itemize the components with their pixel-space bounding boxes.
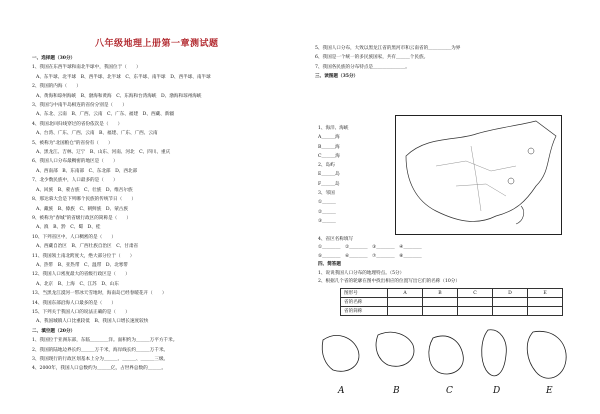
left-question-line: 1、我国在东西半球和南北半球中，我国位于（ ）: [32, 65, 141, 71]
map-label: B＿＿＿海: [318, 144, 340, 150]
map-label: C＿＿＿海: [318, 153, 340, 159]
shape-label: D: [493, 386, 501, 396]
left-question-line: 14、我国东部沿海人口最多的是（ ）: [32, 300, 116, 306]
left-question-line: 2、我国的内海（ ）: [32, 84, 81, 90]
left-question-line: A、东北、云南 B、广西、云南 C、广东、福建 D、西藏、新疆: [36, 112, 174, 118]
table-cell: [388, 307, 423, 316]
left-question-line: 8、那达慕大会是下列哪个民族的传统节日（ ）: [32, 197, 136, 203]
left-question-line: 4、2000年，我国人口总数约为＿＿＿亿，占世界总数的＿＿＿。: [32, 366, 167, 372]
right-list-line: 四、简答题: [318, 262, 341, 268]
province-shapes: [318, 320, 590, 410]
table-cell: 省的名称: [341, 298, 388, 307]
left-question-line: A、藏族 B、傣族 C、朝鲜族 D、蒙古族: [36, 206, 128, 212]
map-label: 3、邻国: [318, 191, 335, 197]
table-cell: A: [388, 289, 423, 298]
right-list-line: 4、省区名称填写: [318, 237, 354, 242]
left-question-line: A、热带 B、亚热带 C、温带 D、北寒带: [36, 262, 128, 268]
left-question-line: A、回族 B、蒙古族 C、壮族 D、维吾尔族: [36, 187, 133, 193]
left-question-line: A、东半球、北半球 B、西半球、北半球 C、东半球、南半球 D、西半球、南半球: [36, 74, 211, 80]
left-question-line: 9、被称为"春城"的省级行政区的简称是（ ）: [32, 215, 132, 221]
table-cell: [458, 298, 493, 307]
left-question-line: A、北京 B、上海 C、江苏 D、山东: [36, 281, 119, 287]
left-question-line: A、黄海和琼州海峡 B、渤海和黄海 C、东海和台湾海峡 D、渤海和琼州海峡: [36, 93, 202, 99]
map-label: 1、海洋、海峡: [318, 126, 349, 131]
map-label: ①＿＿＿: [318, 200, 336, 206]
table-cell: [528, 307, 563, 316]
shape-label: C: [446, 386, 453, 396]
table-row: [341, 298, 563, 307]
right-top-column: [315, 44, 585, 82]
right-question-line: 5、我国人口分布，大致以黑龙江省的黑河市和云南省的＿＿＿＿＿为界: [315, 46, 461, 51]
right-question-line: 6、我国是一个统一的多民族国家，共有＿＿＿个民族。: [315, 55, 429, 61]
right-list-line: 1、说说我国人口分布的地理特点。（5分）: [318, 270, 405, 276]
table-cell: C: [458, 289, 493, 298]
map-labels: [318, 124, 349, 226]
left-question-line: 2、我国的陆地边界长约＿＿＿万千米，海岸线长约＿＿＿万千米。: [32, 347, 169, 353]
map-label: F＿＿＿岛: [318, 181, 340, 187]
left-question-line: 15、下列关于我国人口的说法正确的是（ ）: [32, 309, 130, 315]
table-cell: B: [423, 289, 458, 298]
table-row: [341, 289, 563, 298]
left-question-line: 3、我国与中南半岛相连的省份分别是（ ）: [32, 103, 127, 109]
left-question-line: 二、填空题（20分）: [32, 328, 76, 334]
left-question-line: 4、我国北回归线穿过的省份依次是（ ）: [32, 121, 123, 127]
page-title: 八年级地理上册第一章测试题: [95, 39, 219, 49]
table-cell: 省的简称: [341, 307, 388, 316]
left-question-line: 1、我国位于亚洲东部，东临＿＿＿＿洋。面积约为＿＿＿万平方千米。: [32, 338, 178, 344]
left-question-line: A、滇 B、黔 C、蜀 D、桂: [36, 225, 101, 231]
china-map: [395, 115, 562, 235]
table-cell: E: [528, 289, 563, 298]
table-cell: 图形号: [341, 289, 388, 298]
table-cell: [423, 307, 458, 316]
right-question-line: 7、我国各民族的分布特点是＿＿＿＿＿＿＿。: [315, 64, 410, 70]
table-cell: [388, 298, 423, 307]
right-question-line: 三、读图题（35分）: [315, 74, 359, 80]
table-cell: [493, 298, 528, 307]
left-question-line: A、西南部 B、东南部 C、东北部 D、西北部: [36, 168, 138, 174]
left-question-line: 3、我国现行的行政区划基本上分为＿＿＿、＿＿＿、＿＿＿三级。: [32, 357, 169, 362]
table-cell: [493, 307, 528, 316]
left-question-line: A、黑龙江、吉林、辽宁 B、山东、河南、河北 C、四川、重庆: [36, 150, 171, 156]
map-label: 2、岛屿: [318, 163, 335, 169]
shape-label: E: [546, 386, 553, 396]
map-label: ②＿＿＿: [318, 209, 336, 215]
left-question-line: 13、当黑龙江漠河一带冰天雪地时，海南岛已经春暖花开（ ）: [32, 291, 167, 297]
left-column: [32, 54, 302, 374]
left-question-line: A、西藏自治区 B、广西壮族自治区 C、甘肃省: [36, 244, 139, 250]
left-question-line: 12、我国人口密度最大的省级行政区是（ ）: [32, 272, 130, 278]
map-label: A＿＿＿海: [318, 135, 340, 141]
right-list-line: ①＿＿＿＿ ②＿＿＿＿ ③＿＿＿＿ ④＿＿＿＿: [318, 245, 422, 251]
table-cell: [423, 298, 458, 307]
map-label: E＿＿＿岛: [318, 172, 340, 178]
left-question-line: 5、被称为"北国粮仓"的省份有（ ）: [32, 140, 113, 146]
left-question-line: 7、北少数民族中，人口最多的是（ ）: [32, 178, 118, 184]
table-cell: D: [493, 289, 528, 298]
left-question-line: 10、下列省区中，人口稠密的是（ ）: [32, 234, 116, 240]
shape-label: A: [338, 386, 345, 396]
right-list-line: 2、根据几个省的轮廓在图中找出相应的位置写出它们的名称（10分）: [318, 279, 460, 285]
province-table: [340, 288, 563, 316]
right-list-line: ⑤＿＿＿＿ ⑥＿＿＿＿ ⑦＿＿＿＿ ⑧＿＿＿＿: [318, 253, 422, 259]
left-question-line: A、我国城镇人口比重较低 B、我国人口增长速度较快: [36, 319, 149, 325]
table-row: [341, 307, 563, 316]
table-cell: [528, 298, 563, 307]
left-question-line: A、台湾、广东、广西、云南 B、福建、广东、广西、云南: [36, 131, 158, 137]
map-label: ③＿＿＿: [318, 218, 336, 224]
left-question-line: 6、我国人口分布最稠密的地区是（ ）: [32, 159, 118, 165]
right-list: [318, 236, 590, 286]
left-question-line: 11、我国领土南北跨度大，绝大部分位于（ ）: [32, 253, 135, 259]
shape-label: B: [393, 386, 400, 396]
left-question-line: 一、选择题（30分）: [32, 56, 76, 61]
table-cell: [458, 307, 493, 316]
